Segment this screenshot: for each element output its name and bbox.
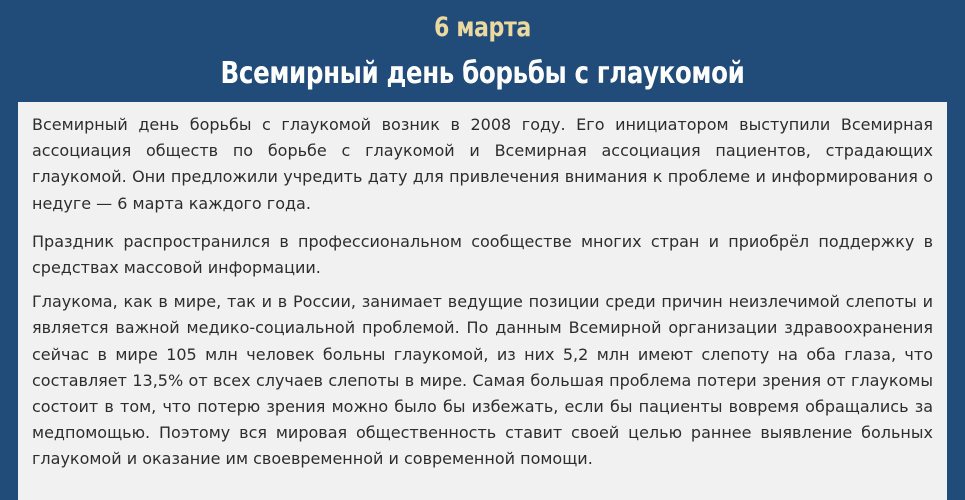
paragraph-statistics: Глаукома, как в мире, так и в России, занимает ведущие позиции среди причин неизлечимой слепоты и является важной медико-социальной проблемой. По данным Всемирной организации здравоохранения сейчас в мире 105 млн человек больны глаукомой, из них 5,2 млн имеют слепоту на оба глаза, что составляет 13,5% от всех случаев слепоты в мире. Самая большая проблема потери зрения от глаукомы состоит в том, что потерю зрения можно было бы избежать, если бы пациенты вовремя обращались за медпомощью. Поэтому вся мировая общественность ставит своей целью раннее выявление больных глаукомой и оказание им своевременной и современной помощи. bbox=[32, 292, 933, 469]
date-heading: 6 марта bbox=[434, 12, 531, 43]
header bbox=[0, 0, 965, 100]
text-panel bbox=[18, 102, 947, 500]
page-title: Всемирный день борьбы с глаукомой bbox=[220, 56, 745, 91]
paragraph-history: Всемирный день борьбы с глаукомой возник в 2008 году. Его инициатором выступили Всемирная ассоциация обществ по борьбе с глаукомой и Всемирная ассоциация пациентов, страдающих глаукомой. Они предложили учредить дату для привлечения внимания к проблеме и информирования о недуге — 6 марта каждого года. bbox=[32, 115, 933, 213]
paragraph-support: Праздник распространился в профессиональном сообществе многих стран и приобрёл поддержку в средствах массовой информации. bbox=[32, 231, 933, 278]
